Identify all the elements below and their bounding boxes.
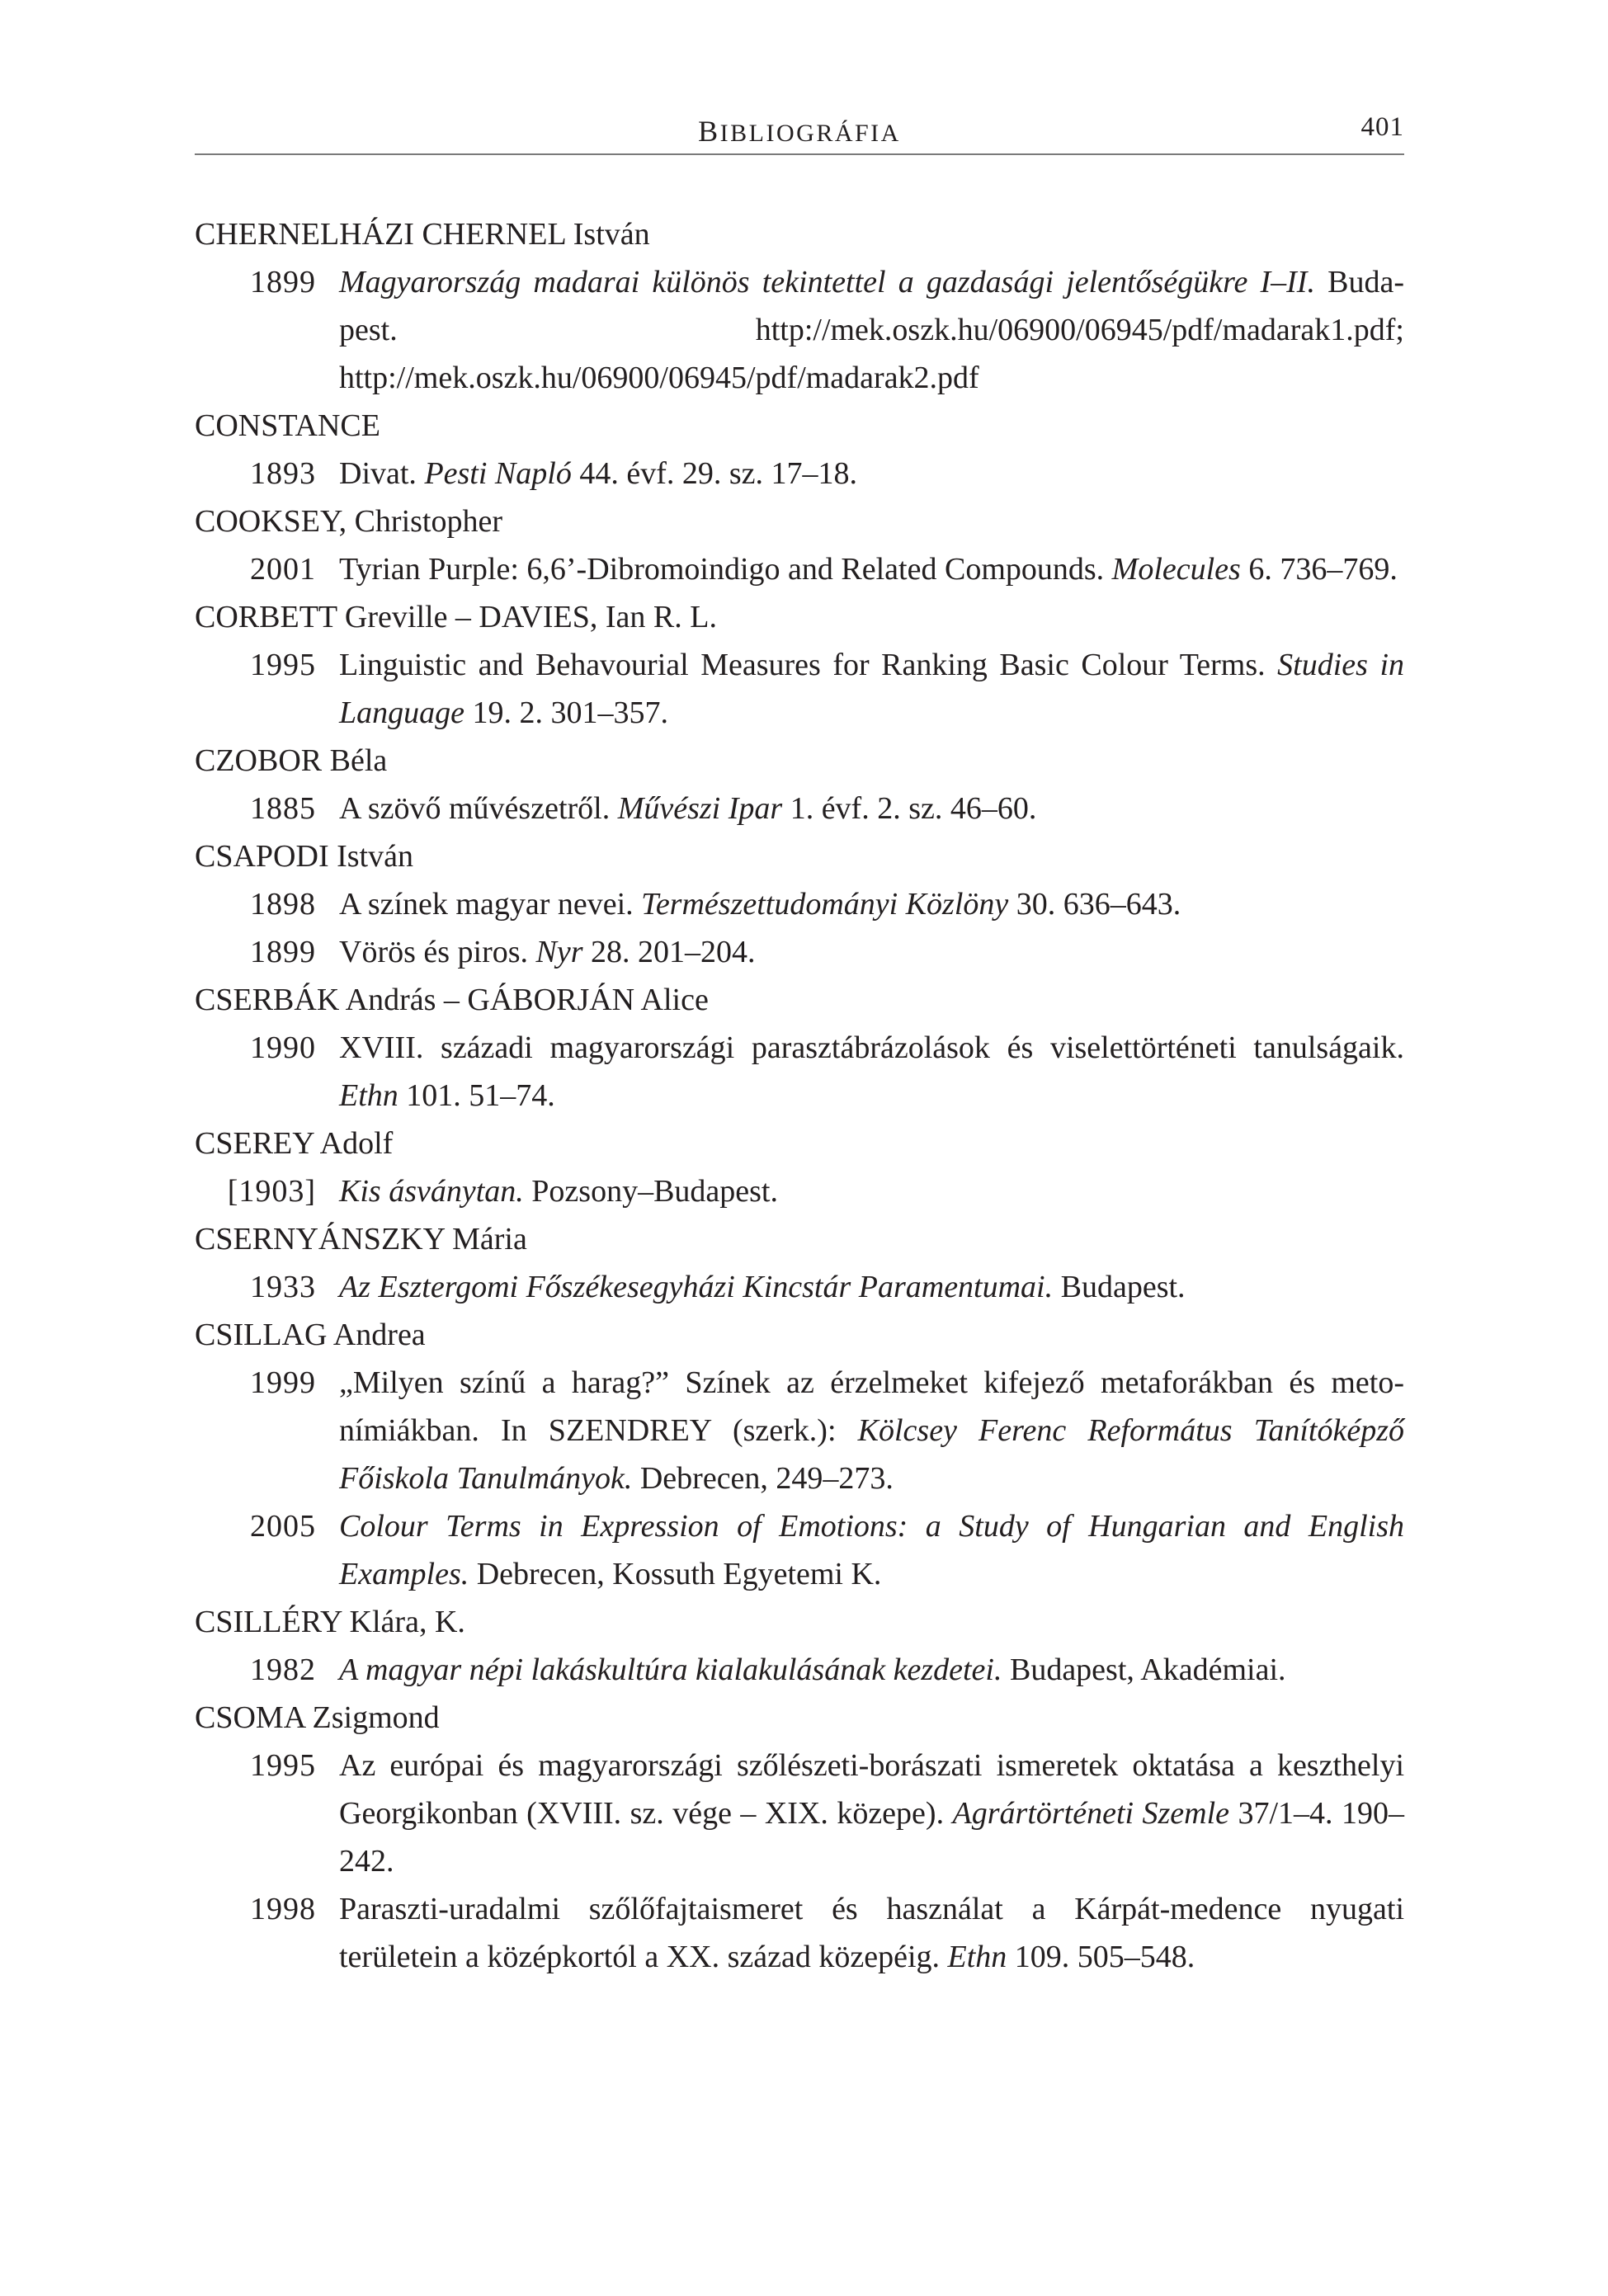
author-heading: CSILLÉRY Klára, K. <box>195 1605 465 1639</box>
entry-year: 1999 <box>250 1365 316 1400</box>
bibliography-entry <box>195 450 1404 497</box>
reference-title-italic: Studies in Language <box>339 648 1405 730</box>
entry-reference <box>339 1502 1404 1598</box>
reference-text: Paraszti-uradalmi szőlőfajtaismeret és használat a Kárpát-medence nyugati területein a középkortól a XX. század közepéig. <box>339 1892 1404 1974</box>
reference-title-italic: Természettudományi Közlöny <box>641 887 1009 922</box>
reference-text: 101. 51–74. <box>398 1078 555 1113</box>
reference-text: Buda-pest. http://mek.oszk.hu/06900/06945/pdf/madarak1.pdf; http://mek.oszk.hu/06900/06945/pdf/madarak2.pdf <box>339 265 1404 395</box>
bibliography-entry <box>195 258 1404 402</box>
entry-year: 1885 <box>250 791 316 826</box>
running-head-title: BIBLIOGRÁFIA <box>698 115 901 148</box>
bibliography-entry <box>195 1359 1404 1502</box>
bibliography-entry <box>195 1742 1404 1885</box>
reference-text: Pozsony–Budapest. <box>523 1174 778 1209</box>
entry-year: 1998 <box>250 1892 316 1926</box>
entry-reference <box>339 1742 1404 1885</box>
bibliography-list <box>195 210 1404 1981</box>
author-heading: CORBETT Greville – DAVIES, Ian R. L. <box>195 600 717 634</box>
reference-text: A szövő művészetről. <box>339 791 618 826</box>
reference-text: 28. 201–204. <box>582 935 756 969</box>
entry-year: 1899 <box>250 935 316 969</box>
author-heading: CZOBOR Béla <box>195 743 388 778</box>
entry-year: 2005 <box>250 1509 316 1544</box>
author-heading: CHERNELHÁZI CHERNEL István <box>195 217 650 252</box>
reference-text: Debrecen, Kossuth Egyetemi K. <box>469 1557 882 1591</box>
entry-year: 2001 <box>250 552 316 587</box>
reference-title-italic: Kölcsey Ferenc Református Tanítóképző Főiskola Tanulmányok. <box>339 1413 1404 1496</box>
reference-text: Az európai és magyarországi szőlészeti-borászati ismeretek oktatása a keszthelyi Georgikonban (XVIII. sz. vége – XIX. közepe). <box>339 1748 1404 1831</box>
entry-reference <box>339 1167 1404 1215</box>
bibliography-entry <box>195 1885 1404 1981</box>
reference-title-italic: Nyr <box>535 935 583 969</box>
reference-text: 19. 2. 301–357. <box>464 695 668 730</box>
entry-reference <box>339 880 1404 928</box>
reference-text: Budapest. <box>1053 1270 1186 1304</box>
bibliography-entry <box>195 1024 1404 1120</box>
entry-year: 1982 <box>250 1652 316 1687</box>
author-heading: CSERNYÁNSZKY Mária <box>195 1222 527 1256</box>
entry-year: 1893 <box>250 456 316 491</box>
author-heading: CSOMA Zsigmond <box>195 1700 440 1735</box>
bibliography-entry <box>195 641 1404 737</box>
entry-reference <box>339 1359 1404 1502</box>
page-number: 401 <box>1360 112 1404 142</box>
reference-text: Debrecen, 249–273. <box>632 1461 894 1496</box>
entry-reference <box>339 1263 1404 1311</box>
reference-text: Linguistic and Behavourial Measures for Ranking Basic Colour Terms. <box>339 648 1278 682</box>
reference-text: 37/1–4. 190–242. <box>339 1796 1405 1879</box>
entry-year: 1995 <box>250 648 316 682</box>
reference-title-italic: Művészi Ipar <box>617 791 783 826</box>
reference-title-italic: Pesti Napló <box>424 456 572 491</box>
reference-title-italic: Molecules <box>1111 552 1241 587</box>
bibliography-entry <box>195 880 1404 928</box>
entry-year: [1903] <box>227 1174 316 1209</box>
author-heading: COOKSEY, Christopher <box>195 504 502 539</box>
reference-title-italic: Az Esztergomi Főszékesegyházi Kincstár Paramentumai. <box>339 1270 1054 1304</box>
entry-year: 1990 <box>250 1030 316 1065</box>
reference-text: XVIII. századi magyarországi parasztábrázolások és viselettörténeti tanulságaik. <box>339 1030 1404 1065</box>
entry-reference <box>339 258 1404 402</box>
entry-reference <box>339 545 1404 593</box>
bibliography-entry <box>195 1263 1404 1311</box>
reference-title-italic: Colour Terms in Expression of Emotions: a Study of Hungarian and English Examples. <box>339 1509 1404 1591</box>
author-heading: CSERBÁK András – GÁBORJÁN Alice <box>195 983 709 1017</box>
reference-text: Divat. <box>339 456 425 491</box>
entry-reference <box>339 1646 1404 1694</box>
entry-reference <box>339 450 1404 497</box>
author-heading: CSAPODI István <box>195 839 413 874</box>
reference-text: Vörös és piros. <box>339 935 536 969</box>
reference-title-italic: Ethn <box>339 1078 398 1113</box>
entry-year: 1898 <box>250 887 316 922</box>
reference-text: 44. évf. 29. sz. 17–18. <box>571 456 858 491</box>
entry-reference <box>339 1885 1404 1981</box>
author-heading: CSILLAG Andrea <box>195 1318 426 1352</box>
reference-title-italic: Ethn <box>947 1940 1007 1974</box>
author-heading: CSEREY Adolf <box>195 1126 394 1161</box>
bibliography-entry <box>195 1502 1404 1598</box>
reference-text: Budapest, Akadémiai. <box>1002 1652 1286 1687</box>
reference-text: Tyrian Purple: 6,6’-Dibromoindigo and Related Compounds. <box>339 552 1112 587</box>
entry-year: 1933 <box>250 1270 316 1304</box>
running-head <box>195 114 1404 147</box>
entry-reference <box>339 928 1404 976</box>
reference-text: 30. 636–643. <box>1008 887 1181 922</box>
reference-text: 1. évf. 2. sz. 46–60. <box>782 791 1037 826</box>
author-heading: CONSTANCE <box>195 408 380 443</box>
reference-text: A színek magyar nevei. <box>339 887 642 922</box>
bibliography-entry <box>195 785 1404 832</box>
entry-year: 1899 <box>250 265 316 299</box>
reference-title-italic: Agrártörténeti Szemle <box>952 1796 1230 1831</box>
bibliography-entry <box>195 545 1404 593</box>
reference-text: 109. 505–548. <box>1007 1940 1195 1974</box>
reference-text: 6. 736–769. <box>1240 552 1398 587</box>
entry-reference <box>339 1024 1404 1120</box>
reference-text: „Milyen színű a harag?” Színek az érzelmeket kifejező metaforákban és meto-nímiákban. In SZENDREY (szerk.): <box>339 1365 1404 1448</box>
entry-reference <box>339 785 1404 832</box>
bibliography-entry <box>195 1167 1404 1215</box>
entry-reference <box>339 641 1404 737</box>
reference-title-italic: A magyar népi lakáskultúra kialakulásának kezdetei. <box>339 1652 1002 1687</box>
bibliography-entry <box>195 1646 1404 1694</box>
reference-title-italic: Kis ásványtan. <box>339 1174 524 1209</box>
header-rule <box>195 153 1404 155</box>
bibliography-entry <box>195 928 1404 976</box>
reference-title-italic: Magyarország madarai különös tekintettel a gazdasági jelentőségükre I–II. <box>339 265 1315 299</box>
entry-year: 1995 <box>250 1748 316 1783</box>
